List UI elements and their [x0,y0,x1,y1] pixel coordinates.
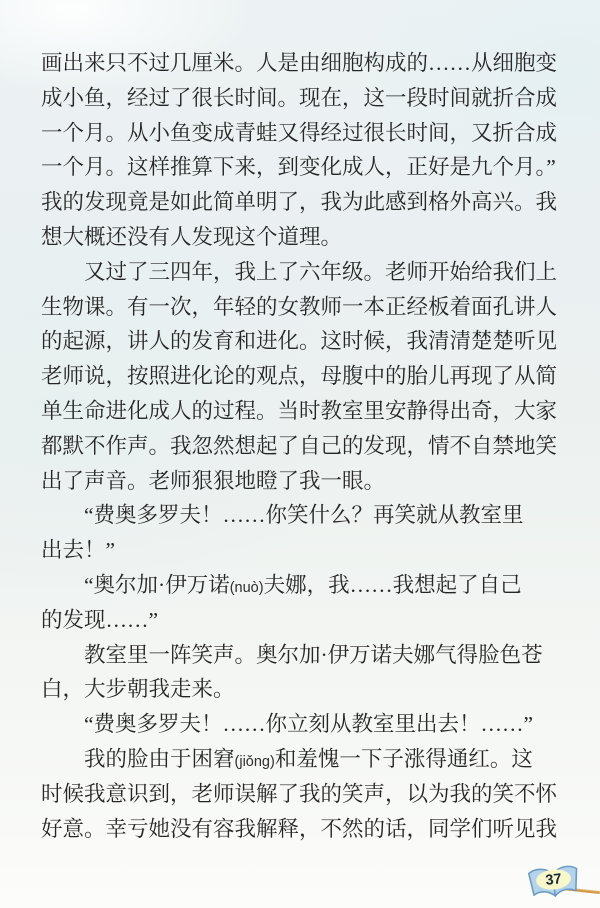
text-line: 画出来只不过几厘米。人是由细胞构成的……从细胞变 [41,51,558,75]
text-line: 成小鱼，经过了很长时间。现在，这一段时间就折合成 [41,85,558,110]
text-line: 好意。幸亏她没有容我解释，不然的话，同学们听见我 [41,816,558,841]
text-line: 白，大步朝我走来。 [41,677,235,702]
text-line: 单生命进化成人的过程。当时教室里安静得出奇，大家 [41,398,558,423]
text-line: 一个月。这样推算下来，到变化成人，正好是九个月。” [41,155,556,180]
text-line: 的起源，讲人的发育和进化。这时候，我清清楚楚听见 [41,329,558,354]
text-line: 我的发现竟是如此简单明了，我为此感到格外高兴。我 [41,190,558,215]
text-line: “费奥多罗夫！……你立刻从教室里出去！……” [41,712,534,737]
text-line: 都默不作声。我忽然想起了自己的发现，情不自禁地笑 [41,433,558,458]
pinyin-annotation: (nuò) [229,579,264,596]
text-line: 时候我意识到，老师误解了我的笑声，以为我的笑不怀 [41,781,558,806]
text-line: 的发现……” [41,607,159,632]
text-line: 又过了三四年，我上了六年级。老师开始给我们上 [41,259,558,284]
text-line: 老师说，按照进化论的观点，母腹中的胎儿再现了从简 [41,364,558,389]
body-text [41,46,559,846]
page-number: 37 [544,871,563,889]
page-number-badge [523,861,585,907]
text-line: 想大概还没有人发现这个道理。 [41,224,343,249]
text-line: 生物课。有一次，年轻的女教师一本正经板着面孔讲人 [41,294,558,319]
text-line: 出去！” [41,538,116,563]
text-line: 出了声音。老师狠狠地瞪了我一眼。 [41,468,386,493]
text-line: “费奥多罗夫！……你笑什么？再笑就从教室里 [41,503,524,528]
text-line: “奥尔加·伊万诺(nuò)夫娜，我……我想起了自己 [41,572,522,597]
pinyin-annotation: (jiǒng) [234,753,275,770]
text-line: 我的脸由于困窘(jiǒng)和羞愧一下子涨得通红。这 [41,746,533,771]
text-line: 教室里一阵笑声。奥尔加·伊万诺夫娜气得脸色苍 [41,642,543,667]
text-line: 一个月。从小鱼变成青蛙又得经过很长时间，又折合成 [41,120,558,145]
